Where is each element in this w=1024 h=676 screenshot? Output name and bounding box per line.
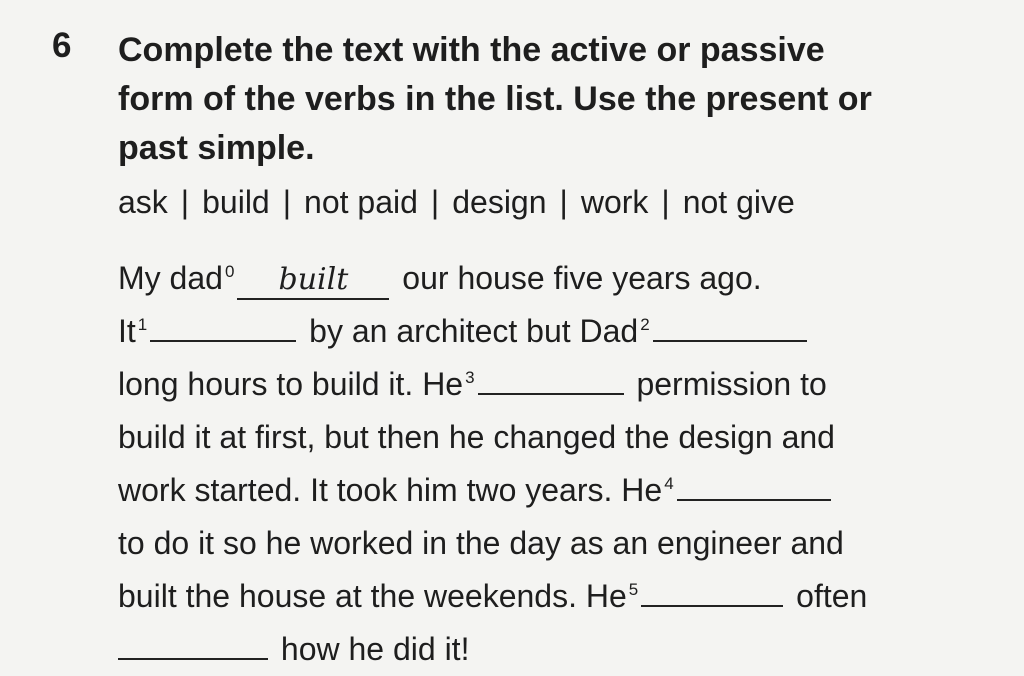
answer-gap-0[interactable]: built: [237, 266, 389, 300]
text-segment: built the house at the weekends. He: [118, 578, 627, 614]
gap-number-2: 2: [640, 315, 650, 335]
instruction-line: past simple.: [118, 129, 315, 167]
gap-number-0: 0: [224, 262, 235, 282]
word-item: work: [580, 184, 649, 220]
word-item: build: [202, 184, 270, 220]
exercise-instructions: [118, 26, 938, 173]
text-line-1: [118, 252, 998, 305]
gap-number-4: 4: [664, 474, 674, 494]
word-separator: |: [661, 184, 670, 220]
answer-gap-3[interactable]: [478, 361, 624, 395]
text-segment: permission to: [636, 366, 827, 402]
word-item: ask: [118, 184, 168, 220]
answer-gap-2[interactable]: [653, 308, 807, 342]
text-segment: My dad: [118, 260, 223, 296]
word-item: not give: [682, 184, 795, 220]
text-segment: long hours to build it. He: [118, 366, 464, 402]
word-separator: |: [430, 184, 440, 220]
text-line-5: [118, 464, 998, 517]
text-line-3: [118, 358, 998, 411]
word-item: not paid: [304, 184, 418, 220]
text-line-2: [118, 305, 998, 358]
text-line-8: [118, 623, 998, 676]
word-item: design: [452, 184, 547, 220]
word-separator: |: [282, 184, 292, 220]
gap-number-5: 5: [628, 580, 639, 600]
text-line-6: [118, 517, 998, 570]
text-segment: how he did it!: [280, 631, 470, 667]
answer-gap-5[interactable]: [641, 573, 783, 607]
text-segment: to do it so he worked in the day as an engineer and: [118, 525, 844, 561]
exercise-number: 6: [52, 26, 72, 65]
text-line-7: [118, 570, 998, 623]
text-segment: work started. It took him two years. He: [118, 472, 663, 508]
text-segment: It: [118, 313, 136, 349]
text-segment: build it at first, but then he changed the design and: [118, 419, 835, 455]
gap-number-1: 1: [137, 315, 148, 335]
gap-number-3: 3: [465, 368, 475, 388]
instruction-line: Complete the text with the active or passive: [118, 31, 825, 69]
instruction-line: form of the verbs in the list. Use the present or: [118, 80, 872, 118]
text-segment: by an architect but Dad: [309, 313, 639, 349]
answer-gap-5b[interactable]: [118, 626, 268, 660]
gap-fill-text: [118, 252, 998, 676]
text-segment: our house five years ago.: [402, 260, 762, 296]
answer-gap-1[interactable]: [150, 308, 296, 342]
verb-word-list: [118, 184, 998, 221]
word-separator: |: [559, 184, 568, 220]
answer-gap-4[interactable]: [677, 467, 831, 501]
text-segment: often: [796, 578, 868, 614]
word-separator: |: [180, 184, 190, 220]
text-line-4: [118, 411, 998, 464]
